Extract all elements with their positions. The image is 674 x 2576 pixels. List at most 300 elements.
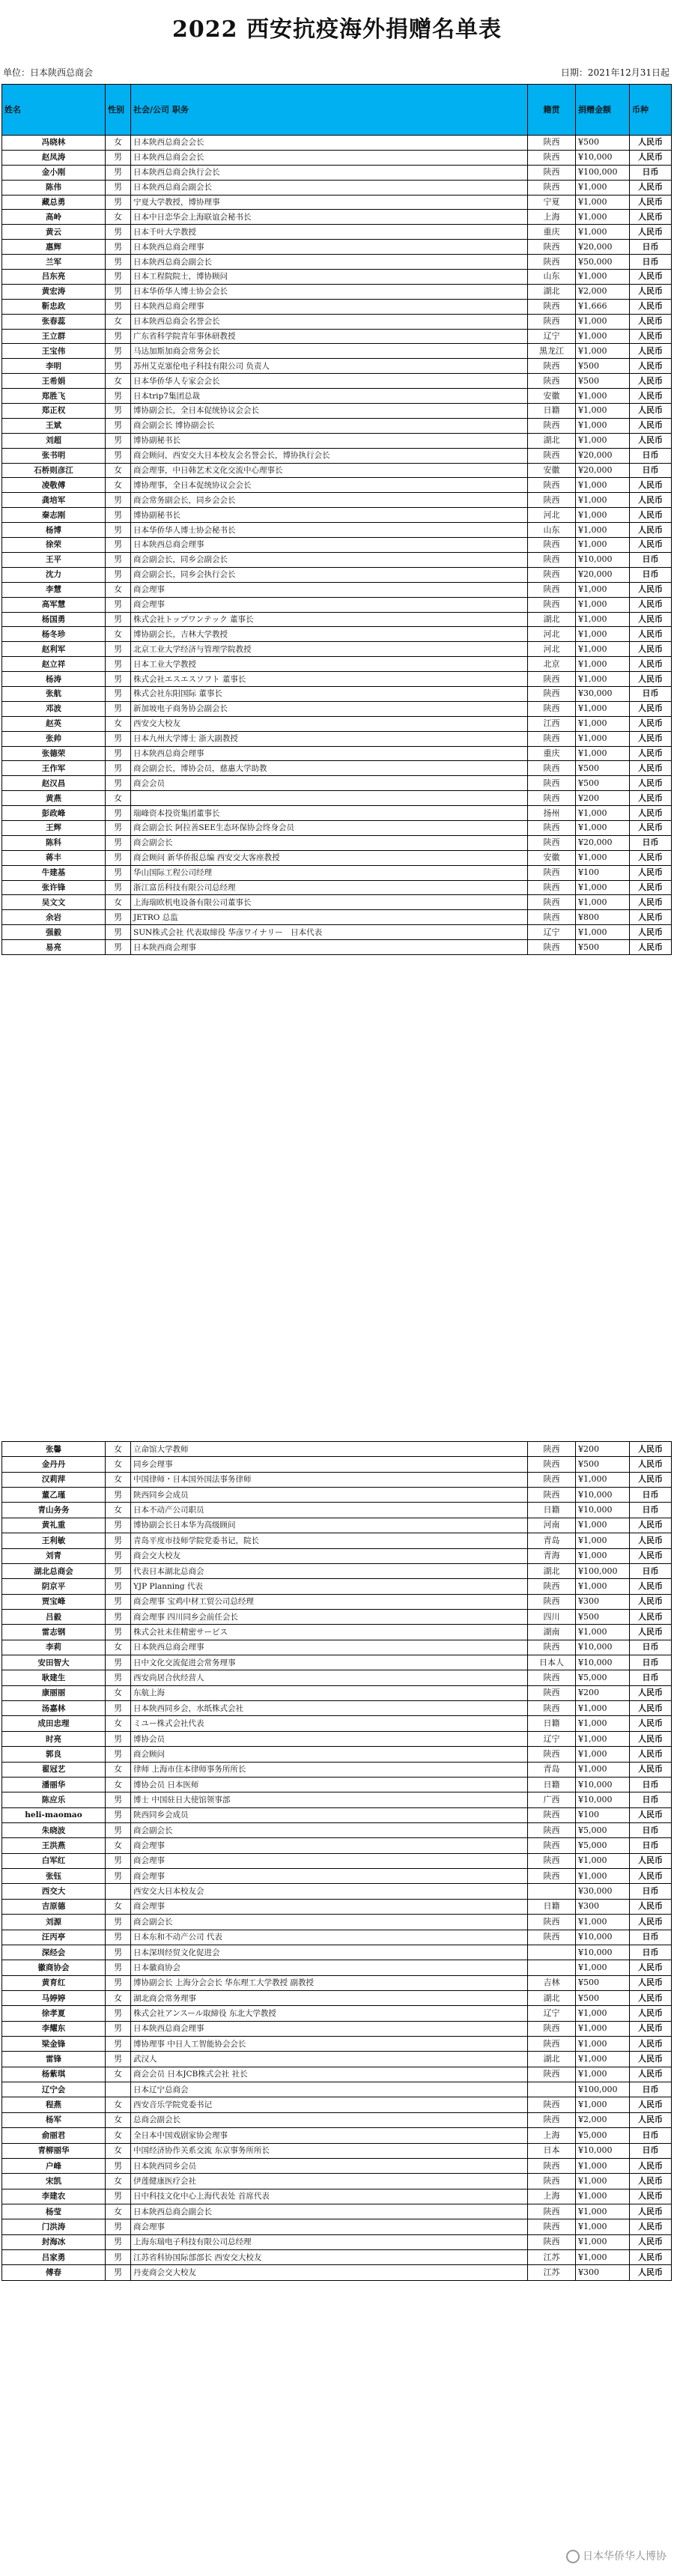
donor-place: 陕西 (528, 240, 576, 255)
donor-org: 浙江富岳科技有限公司总经理 (131, 880, 528, 895)
donor-amount: ¥1,000 (576, 597, 630, 612)
donor-sex: 男 (106, 1594, 131, 1609)
donor-sex: 男 (106, 701, 131, 716)
donor-amount: ¥1,000 (576, 2219, 630, 2234)
donor-amount: ¥1,000 (576, 612, 630, 627)
donor-sex: 女 (106, 1899, 131, 1914)
donor-org: YJP Planning 代表 (131, 1579, 528, 1594)
donor-org: 丹麦商会交大校友 (131, 2265, 528, 2280)
table-row (2, 255, 672, 270)
table-row (2, 493, 672, 508)
table-row (2, 1457, 672, 1472)
page-gap (0, 1266, 674, 1438)
donor-sex: 女 (106, 2128, 131, 2143)
donor-sex: 女 (106, 1762, 131, 1777)
donor-name: 宋凯 (2, 2174, 106, 2189)
donor-org: 博协副会长日本华为高级顾问 (131, 1518, 528, 1533)
donor-sex: 男 (106, 255, 131, 270)
donor-currency: 人民币 (630, 1685, 672, 1700)
donor-name: 青柳丽华 (2, 2143, 106, 2158)
donor-sex: 女 (106, 314, 131, 329)
donor-amount: ¥10,000 (576, 1503, 630, 1518)
table-row (2, 1625, 672, 1640)
donor-sex: 男 (106, 359, 131, 374)
donor-name: 汉莉萍 (2, 1472, 106, 1487)
donor-name: 黄育红 (2, 1975, 106, 1990)
donor-place: 上海 (528, 2189, 576, 2204)
date-label: 日期：2021年12月31日起 (560, 67, 670, 78)
table-row (2, 1701, 672, 1716)
donor-sex: 男 (106, 1563, 131, 1578)
donor-currency: 日币 (630, 1792, 672, 1807)
donor-currency: 人民币 (630, 374, 672, 389)
donor-name: 徽商协会 (2, 1960, 106, 1975)
donor-org: 日本陕西商会理事 (131, 940, 528, 955)
donor-org: 律师 上海市住本律师事务所所长 (131, 1762, 528, 1777)
table-row (2, 1838, 672, 1853)
donor-currency: 日币 (630, 567, 672, 582)
donor-currency: 日币 (630, 552, 672, 567)
donor-place: 陕西 (528, 1640, 576, 1655)
donor-name: 靳忠政 (2, 299, 106, 314)
donor-name: 黄宏涛 (2, 284, 106, 299)
donor-amount: ¥1,000 (576, 1472, 630, 1487)
donor-org: 西安尚居合伙经营人 (131, 1670, 528, 1685)
donor-name: 张书明 (2, 448, 106, 463)
donor-currency: 人民币 (630, 820, 672, 835)
donor-place: 湖北 (528, 2052, 576, 2067)
table-row (2, 2265, 672, 2280)
donor-currency: 日币 (630, 1655, 672, 1670)
table-row (2, 478, 672, 493)
donor-amount: ¥100 (576, 865, 630, 880)
donor-org: 商会副会长 (131, 835, 528, 850)
donor-name: 贾宝峰 (2, 1594, 106, 1609)
table-row (2, 1442, 672, 1457)
donor-place: 陕西 (528, 910, 576, 925)
donor-amount: ¥500 (576, 359, 630, 374)
donor-amount: ¥1,000 (576, 627, 630, 642)
donor-sex: 女 (106, 210, 131, 225)
donor-sex: 男 (106, 820, 131, 835)
donor-name: 张航 (2, 686, 106, 701)
donor-place: 辽宁 (528, 2006, 576, 2021)
watermark (566, 2548, 667, 2563)
donor-currency: 日币 (630, 1503, 672, 1518)
donor-place: 重庆 (528, 225, 576, 240)
donor-sex: 男 (106, 806, 131, 821)
donor-amount: ¥1,000 (576, 508, 630, 523)
donor-amount: ¥1,000 (576, 1701, 630, 1716)
table-row (2, 389, 672, 404)
donor-sex: 女 (106, 716, 131, 731)
donor-org: 商会常务副会长，同乡会会长 (131, 493, 528, 508)
wechat-icon (566, 2550, 580, 2563)
donor-place (528, 1945, 576, 1960)
donor-org: 湖北商会常务理事 (131, 1990, 528, 2005)
donor-currency: 人民币 (630, 1975, 672, 1990)
donor-place: 陕西 (528, 1457, 576, 1472)
donor-sex: 男 (106, 1488, 131, 1503)
donor-place: 陕西 (528, 2037, 576, 2052)
donor-sex: 男 (106, 1579, 131, 1594)
donor-org: 日本工程院院士，博协顾问 (131, 270, 528, 285)
donor-name: 王洪燕 (2, 1838, 106, 1853)
donor-name: 汤嘉林 (2, 1701, 106, 1716)
table-row (2, 195, 672, 210)
donor-place: 陕西 (528, 1670, 576, 1685)
table-row (2, 1869, 672, 1884)
donor-org: 博协副会长 上海分会会长 华东理工大学教授 副教授 (131, 1975, 528, 1990)
donor-currency: 人民币 (630, 716, 672, 731)
donor-place: 日籍 (528, 1503, 576, 1518)
table-row (2, 597, 672, 612)
donor-org: 日本陕西总商会理事 (131, 538, 528, 553)
donor-currency: 人民币 (630, 433, 672, 448)
donor-sex: 男 (106, 493, 131, 508)
donor-sex: 男 (106, 2250, 131, 2265)
donor-currency: 人民币 (630, 1625, 672, 1640)
donor-place: 安徽 (528, 389, 576, 404)
donor-amount: ¥1,000 (576, 806, 630, 821)
donor-currency: 人民币 (630, 2204, 672, 2219)
donor-amount: ¥1,000 (576, 1960, 630, 1975)
donor-currency: 人民币 (630, 180, 672, 195)
donor-sex: 女 (106, 1716, 131, 1731)
donor-org: 商会副会长 博协副会长 (131, 418, 528, 433)
donor-sex: 男 (106, 1670, 131, 1685)
donor-org: 日本东和不动产公司 代表 (131, 1930, 528, 1945)
donor-place: 陕西 (528, 314, 576, 329)
donor-place: 辽宁 (528, 1731, 576, 1746)
donor-org: 青岛平度市技师学院党委书记，院长 (131, 1533, 528, 1548)
donor-org: 全日本中国戏剧家协会理事 (131, 2128, 528, 2143)
donor-currency: 人民币 (630, 404, 672, 419)
donor-amount: ¥1,000 (576, 582, 630, 597)
table-row (2, 404, 672, 419)
donor-org: 日本陕西总商会名誉会长 (131, 314, 528, 329)
donor-place: 陕西 (528, 672, 576, 687)
donor-org: 广东省科学院青年事休研教授 (131, 329, 528, 344)
donor-org: 株式会社东阳国际 董事长 (131, 686, 528, 701)
table-row (2, 716, 672, 731)
table-row (2, 1990, 672, 2005)
donor-place (528, 2082, 576, 2097)
donor-currency: 人民币 (630, 612, 672, 627)
donor-amount: ¥1,000 (576, 523, 630, 538)
table-row (2, 820, 672, 835)
table-row (2, 731, 672, 746)
table-row (2, 180, 672, 195)
donor-amount: ¥10,000 (576, 150, 630, 165)
donor-name: 陈伟 (2, 180, 106, 195)
donor-org: 陕西同乡会成员 (131, 1807, 528, 1822)
donor-org: 博协理事，全日本促统协议会会长 (131, 478, 528, 493)
table-row (2, 523, 672, 538)
donor-org: 日本陕西总商会会长 (131, 150, 528, 165)
table-row (2, 1731, 672, 1746)
donor-place: 陕西 (528, 2021, 576, 2036)
table-row (2, 880, 672, 895)
donor-place: 黑龙江 (528, 344, 576, 359)
donor-amount: ¥1,000 (576, 642, 630, 657)
donor-org: 商会理事 (131, 1869, 528, 1884)
donor-currency: 人民币 (630, 672, 672, 687)
donor-currency: 日币 (630, 255, 672, 270)
donor-name: 杨莹 (2, 2204, 106, 2219)
donor-name: 黄礼重 (2, 1518, 106, 1533)
donor-org: 商会顾问 (131, 1747, 528, 1762)
donor-amount: ¥300 (576, 1594, 630, 1609)
donor-place: 陕西 (528, 2204, 576, 2219)
donor-sex: 男 (106, 761, 131, 776)
donor-sex: 男 (106, 1655, 131, 1670)
donor-place: 宁夏 (528, 195, 576, 210)
donor-amount: ¥1,000 (576, 1853, 630, 1868)
donor-name: 成田忠理 (2, 1716, 106, 1731)
watermark-text: 日本华侨华人博协 (583, 2551, 667, 2563)
donor-sex: 女 (106, 2067, 131, 2082)
donor-org: 日本华侨华人博士协会秘书长 (131, 523, 528, 538)
header-currency: 币种 (630, 85, 672, 136)
donor-name: 金丹丹 (2, 1457, 106, 1472)
table-row (2, 2158, 672, 2173)
donor-org: 日本徽商协会 (131, 1960, 528, 1975)
table-row (2, 1716, 672, 1731)
donor-place: 陕西 (528, 538, 576, 553)
donor-org: 日本陕西总商会会长 (131, 136, 528, 151)
donor-currency: 人民币 (630, 761, 672, 776)
donor-currency: 人民币 (630, 2037, 672, 2052)
donor-sex: 男 (106, 508, 131, 523)
donor-place: 辽宁 (528, 329, 576, 344)
donor-currency: 人民币 (630, 1807, 672, 1822)
donor-currency: 日币 (630, 1930, 672, 1945)
donor-amount: ¥1,666 (576, 299, 630, 314)
donor-amount: ¥30,000 (576, 686, 630, 701)
donor-org: 江苏省科协国际部部长 西安交大校友 (131, 2250, 528, 2265)
donor-name: 蒋丰 (2, 850, 106, 865)
donor-currency: 人民币 (630, 523, 672, 538)
table-row (2, 1807, 672, 1822)
donor-currency: 人民币 (630, 657, 672, 672)
donor-currency: 人民币 (630, 582, 672, 597)
donor-name: 王斌 (2, 418, 106, 433)
donor-org: 西安音乐学院党委书记 (131, 2097, 528, 2112)
donor-org: 博协副秘书长 (131, 433, 528, 448)
donor-name: 凌敬傅 (2, 478, 106, 493)
donor-amount: ¥10,000 (576, 1792, 630, 1807)
donor-amount: ¥800 (576, 910, 630, 925)
donor-currency: 日币 (630, 2143, 672, 2158)
donor-name: 西交大 (2, 1884, 106, 1899)
donor-sex: 男 (106, 2021, 131, 2036)
table-row (2, 2234, 672, 2249)
table-row (2, 2097, 672, 2112)
donor-sex: 男 (106, 686, 131, 701)
donor-amount: ¥500 (576, 940, 630, 955)
donor-currency: 人民币 (630, 1609, 672, 1624)
donor-place: 青岛 (528, 1762, 576, 1777)
donor-org: 博协会员 (131, 1731, 528, 1746)
donor-place: 日本人 (528, 1655, 576, 1670)
donor-currency: 人民币 (630, 2052, 672, 2067)
donor-org: 商会理事 (131, 597, 528, 612)
donor-currency: 人民币 (630, 270, 672, 285)
donor-amount: ¥1,000 (576, 2234, 630, 2249)
table-row (2, 299, 672, 314)
table-row (2, 1488, 672, 1503)
donor-amount: ¥1,000 (576, 2204, 630, 2219)
donor-org: 北京工业大学经济与管理学院教授 (131, 642, 528, 657)
donor-sex: 男 (106, 1792, 131, 1807)
donor-amount: ¥1,000 (576, 1762, 630, 1777)
donor-place: 陕西 (528, 374, 576, 389)
donor-place (528, 1884, 576, 1899)
donor-name: 兰军 (2, 255, 106, 270)
donor-amount: ¥1,000 (576, 433, 630, 448)
donor-name: 辽宁会 (2, 2082, 106, 2097)
donor-org: 株式会社未佳精密サービス (131, 1625, 528, 1640)
donor-place: 吉林 (528, 1975, 576, 1990)
donor-sex: 女 (106, 478, 131, 493)
donor-name: 俞丽君 (2, 2128, 106, 2143)
donor-place: 河北 (528, 627, 576, 642)
donor-amount: ¥20,000 (576, 463, 630, 478)
donor-sex: 男 (106, 925, 131, 940)
donor-place: 上海 (528, 2128, 576, 2143)
donor-currency: 人民币 (630, 359, 672, 374)
donor-name: 马婷婷 (2, 1990, 106, 2005)
donor-place: 日本 (528, 2143, 576, 2158)
donor-place: 陕西 (528, 1594, 576, 1609)
table-row (2, 1548, 672, 1563)
donor-currency: 人民币 (630, 776, 672, 791)
donor-sex: 男 (106, 612, 131, 627)
donor-place: 河北 (528, 642, 576, 657)
donor-name: 吕东亮 (2, 270, 106, 285)
donor-org: 日本千叶大学教授 (131, 225, 528, 240)
donor-place: 扬州 (528, 806, 576, 821)
donor-currency: 人民币 (630, 1594, 672, 1609)
table-row (2, 1792, 672, 1807)
donor-amount: ¥200 (576, 791, 630, 806)
donor-sex: 男 (106, 835, 131, 850)
table-row (2, 1853, 672, 1868)
table-row (2, 1472, 672, 1487)
donor-org: 商会理事 四川同乡会前任会长 (131, 1609, 528, 1624)
donor-name: 汪丙亭 (2, 1930, 106, 1945)
table-row (2, 359, 672, 374)
donor-currency: 人民币 (630, 344, 672, 359)
donor-amount: ¥1,000 (576, 1869, 630, 1884)
table-row (2, 463, 672, 478)
donor-name: 张钰 (2, 1869, 106, 1884)
donor-sex: 女 (106, 1777, 131, 1792)
donor-currency: 日币 (630, 240, 672, 255)
donor-name: 赵凤涛 (2, 150, 106, 165)
donor-currency: 人民币 (630, 508, 672, 523)
donor-amount: ¥100 (576, 1807, 630, 1822)
donor-org: 博协副会长，吉林大学教授 (131, 627, 528, 642)
donor-sex: 女 (106, 463, 131, 478)
donor-org: 商会副会长 (131, 1915, 528, 1930)
donor-org: 商会理事 (131, 1899, 528, 1914)
donor-sex: 男 (106, 2265, 131, 2280)
donor-currency: 人民币 (630, 478, 672, 493)
donor-org: 同乡会理事 (131, 1457, 528, 1472)
donor-name: 黄燕 (2, 791, 106, 806)
donor-name: 张德荣 (2, 746, 106, 761)
donor-currency: 人民币 (630, 2067, 672, 2082)
donor-currency: 日币 (630, 1670, 672, 1685)
donor-amount: ¥500 (576, 1457, 630, 1472)
donor-name: 杨国勇 (2, 612, 106, 627)
donor-currency: 人民币 (630, 2219, 672, 2234)
donor-name: 金小刚 (2, 165, 106, 180)
donor-currency: 人民币 (630, 731, 672, 746)
donor-sex: 男 (106, 552, 131, 567)
donor-sex: 男 (106, 1747, 131, 1762)
donor-amount: ¥1,000 (576, 746, 630, 761)
donor-org: 华山国际工程公司经理 (131, 865, 528, 880)
donor-amount: ¥500 (576, 1609, 630, 1624)
donor-amount: ¥1,000 (576, 2067, 630, 2082)
donor-org: 中国律师・日本国外国法事务律师 (131, 1472, 528, 1487)
donation-table-2 (1, 1441, 672, 2281)
donor-org: 日本中日恋华会上海联谊会秘书长 (131, 210, 528, 225)
donor-org: 宁夏大学教授，博协理事 (131, 195, 528, 210)
donor-sex: 女 (106, 2143, 131, 2158)
donor-sex: 男 (106, 2219, 131, 2234)
donor-sex: 男 (106, 880, 131, 895)
donor-sex: 男 (106, 865, 131, 880)
donor-org: 日本陕西总商会执行会长 (131, 165, 528, 180)
donor-place: 陕西 (528, 1915, 576, 1930)
donor-amount: ¥1,000 (576, 1625, 630, 1640)
donor-name: 张帅 (2, 731, 106, 746)
donor-place: 陕西 (528, 582, 576, 597)
donor-amount: ¥100,000 (576, 1563, 630, 1578)
donor-org: 商会理事 (131, 1853, 528, 1868)
donor-sex: 男 (106, 150, 131, 165)
donor-currency: 人民币 (630, 418, 672, 433)
donor-place: 陕西 (528, 1685, 576, 1700)
donor-currency: 人民币 (630, 389, 672, 404)
donor-sex: 女 (106, 1503, 131, 1518)
donor-place: 陕西 (528, 255, 576, 270)
donor-amount: ¥1,000 (576, 225, 630, 240)
donor-place: 陕西 (528, 180, 576, 195)
donor-org: 商会交大校友 (131, 1548, 528, 1563)
donor-org: 日本九州大学博士 浙大副教授 (131, 731, 528, 746)
donor-currency: 人民币 (630, 1960, 672, 1975)
donor-sex: 男 (106, 344, 131, 359)
donor-amount: ¥1,000 (576, 270, 630, 285)
donor-sex: 男 (106, 567, 131, 582)
donor-currency: 人民币 (630, 2006, 672, 2021)
donor-amount: ¥5,000 (576, 1822, 630, 1837)
donor-currency: 人民币 (630, 880, 672, 895)
donor-place: 日籍 (528, 1777, 576, 1792)
donor-org: 新加坡电子商务协会副会长 (131, 701, 528, 716)
donor-currency: 人民币 (630, 850, 672, 865)
donor-org: 博协会员 日本医师 (131, 1777, 528, 1792)
donor-org: 商会会员 (131, 776, 528, 791)
donor-currency: 人民币 (630, 2021, 672, 2036)
donor-name: 程燕 (2, 2097, 106, 2112)
donor-currency: 人民币 (630, 1716, 672, 1731)
